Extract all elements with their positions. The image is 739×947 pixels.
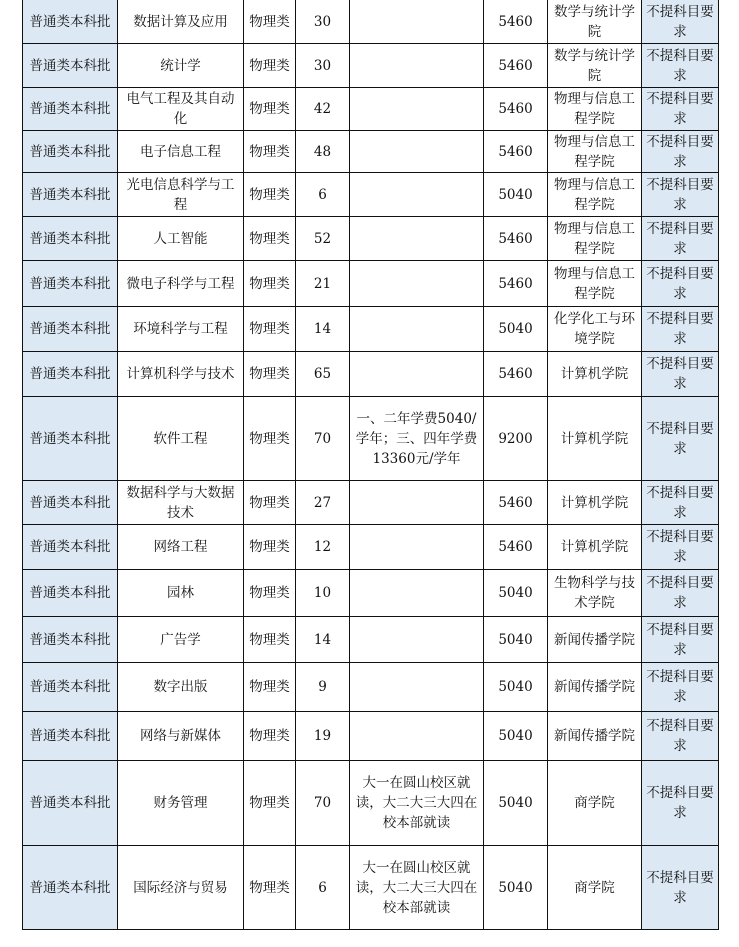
college-cell: 物理与信息工程学院 xyxy=(548,131,642,173)
table-row xyxy=(23,0,719,44)
college-cell: 物理与信息工程学院 xyxy=(548,217,642,261)
admissions-plan-table xyxy=(22,0,719,930)
college-cell: 数学与统计学院 xyxy=(548,44,642,88)
major-cell: 国际经济与贸易 xyxy=(118,846,244,930)
table-row xyxy=(23,44,719,88)
college-cell: 物理与信息工程学院 xyxy=(548,88,642,131)
tuition-fee-cell: 9200 xyxy=(484,397,548,481)
batch-cell: 普通类本科批 xyxy=(23,846,118,930)
subject-type-cell: 物理类 xyxy=(244,712,296,761)
table-row xyxy=(23,570,719,617)
table-row xyxy=(23,481,719,525)
major-cell: 电子信息工程 xyxy=(118,131,244,173)
batch-cell: 普通类本科批 xyxy=(23,0,118,44)
table-row xyxy=(23,173,719,217)
table-row xyxy=(23,663,719,712)
major-cell: 软件工程 xyxy=(118,397,244,481)
tuition-fee-cell: 5040 xyxy=(484,570,548,617)
remark-cell xyxy=(350,131,484,173)
subject-requirement-cell: 不提科目要求 xyxy=(642,0,719,44)
enrollment-count-cell: 42 xyxy=(296,88,350,131)
major-cell: 微电子科学与工程 xyxy=(118,261,244,307)
subject-requirement-cell: 不提科目要求 xyxy=(642,44,719,88)
major-cell: 计算机科学与技术 xyxy=(118,352,244,397)
remark-cell xyxy=(350,88,484,131)
college-cell: 化学化工与环境学院 xyxy=(548,307,642,352)
batch-cell: 普通类本科批 xyxy=(23,44,118,88)
table-row xyxy=(23,761,719,846)
tuition-fee-cell: 5040 xyxy=(484,761,548,846)
tuition-fee-cell: 5040 xyxy=(484,617,548,663)
batch-cell: 普通类本科批 xyxy=(23,261,118,307)
batch-cell: 普通类本科批 xyxy=(23,525,118,570)
enrollment-count-cell: 70 xyxy=(296,761,350,846)
table-row xyxy=(23,397,719,481)
subject-requirement-cell: 不提科目要求 xyxy=(642,846,719,930)
batch-cell: 普通类本科批 xyxy=(23,352,118,397)
major-cell: 统计学 xyxy=(118,44,244,88)
batch-cell: 普通类本科批 xyxy=(23,617,118,663)
tuition-fee-cell: 5460 xyxy=(484,481,548,525)
subject-requirement-cell: 不提科目要求 xyxy=(642,307,719,352)
subject-requirement-cell: 不提科目要求 xyxy=(642,481,719,525)
tuition-fee-cell: 5460 xyxy=(484,131,548,173)
tuition-fee-cell: 5460 xyxy=(484,525,548,570)
subject-requirement-cell: 不提科目要求 xyxy=(642,525,719,570)
batch-cell: 普通类本科批 xyxy=(23,663,118,712)
major-cell: 数字出版 xyxy=(118,663,244,712)
college-cell: 计算机学院 xyxy=(548,352,642,397)
tuition-fee-cell: 5460 xyxy=(484,261,548,307)
tuition-fee-cell: 5460 xyxy=(484,352,548,397)
subject-type-cell: 物理类 xyxy=(244,307,296,352)
tuition-fee-cell: 5040 xyxy=(484,663,548,712)
remark-cell xyxy=(350,44,484,88)
subject-type-cell: 物理类 xyxy=(244,44,296,88)
college-cell: 新闻传播学院 xyxy=(548,712,642,761)
subject-requirement-cell: 不提科目要求 xyxy=(642,663,719,712)
subject-type-cell: 物理类 xyxy=(244,352,296,397)
college-cell: 生物科学与技术学院 xyxy=(548,570,642,617)
subject-type-cell: 物理类 xyxy=(244,663,296,712)
enrollment-count-cell: 6 xyxy=(296,846,350,930)
college-cell: 计算机学院 xyxy=(548,481,642,525)
major-cell: 数据计算及应用 xyxy=(118,0,244,44)
major-cell: 财务管理 xyxy=(118,761,244,846)
major-cell: 广告学 xyxy=(118,617,244,663)
major-cell: 网络与新媒体 xyxy=(118,712,244,761)
table-row xyxy=(23,88,719,131)
table-row xyxy=(23,617,719,663)
remark-cell xyxy=(350,173,484,217)
subject-requirement-cell: 不提科目要求 xyxy=(642,173,719,217)
subject-requirement-cell: 不提科目要求 xyxy=(642,131,719,173)
remark-cell: 大一在圆山校区就读，大二大三大四在校本部就读 xyxy=(350,761,484,846)
enrollment-count-cell: 48 xyxy=(296,131,350,173)
subject-type-cell: 物理类 xyxy=(244,0,296,44)
subject-type-cell: 物理类 xyxy=(244,525,296,570)
college-cell: 数学与统计学院 xyxy=(548,0,642,44)
table-row xyxy=(23,217,719,261)
remark-cell xyxy=(350,307,484,352)
enrollment-count-cell: 30 xyxy=(296,0,350,44)
enrollment-count-cell: 10 xyxy=(296,570,350,617)
major-cell: 人工智能 xyxy=(118,217,244,261)
batch-cell: 普通类本科批 xyxy=(23,570,118,617)
subject-type-cell: 物理类 xyxy=(244,761,296,846)
tuition-fee-cell: 5460 xyxy=(484,217,548,261)
table-row xyxy=(23,712,719,761)
enrollment-count-cell: 12 xyxy=(296,525,350,570)
subject-requirement-cell: 不提科目要求 xyxy=(642,397,719,481)
subject-type-cell: 物理类 xyxy=(244,217,296,261)
remark-cell xyxy=(350,0,484,44)
subject-type-cell: 物理类 xyxy=(244,397,296,481)
tuition-fee-cell: 5460 xyxy=(484,88,548,131)
remark-cell: 大一在圆山校区就读，大二大三大四在校本部就读 xyxy=(350,846,484,930)
enrollment-count-cell: 19 xyxy=(296,712,350,761)
enrollment-count-cell: 30 xyxy=(296,44,350,88)
enrollment-count-cell: 21 xyxy=(296,261,350,307)
subject-type-cell: 物理类 xyxy=(244,261,296,307)
subject-requirement-cell: 不提科目要求 xyxy=(642,352,719,397)
college-cell: 商学院 xyxy=(548,761,642,846)
college-cell: 物理与信息工程学院 xyxy=(548,261,642,307)
enrollment-count-cell: 9 xyxy=(296,663,350,712)
batch-cell: 普通类本科批 xyxy=(23,712,118,761)
enrollment-count-cell: 27 xyxy=(296,481,350,525)
college-cell: 计算机学院 xyxy=(548,525,642,570)
enrollment-count-cell: 52 xyxy=(296,217,350,261)
batch-cell: 普通类本科批 xyxy=(23,173,118,217)
major-cell: 网络工程 xyxy=(118,525,244,570)
batch-cell: 普通类本科批 xyxy=(23,131,118,173)
tuition-fee-cell: 5460 xyxy=(484,0,548,44)
remark-cell xyxy=(350,352,484,397)
subject-type-cell: 物理类 xyxy=(244,617,296,663)
table-row xyxy=(23,131,719,173)
enrollment-count-cell: 70 xyxy=(296,397,350,481)
table-row xyxy=(23,261,719,307)
table-body xyxy=(23,0,719,930)
college-cell: 新闻传播学院 xyxy=(548,663,642,712)
batch-cell: 普通类本科批 xyxy=(23,397,118,481)
remark-cell xyxy=(350,261,484,307)
major-cell: 电气工程及其自动化 xyxy=(118,88,244,131)
remark-cell xyxy=(350,617,484,663)
major-cell: 园林 xyxy=(118,570,244,617)
enrollment-count-cell: 6 xyxy=(296,173,350,217)
remark-cell xyxy=(350,481,484,525)
subject-requirement-cell: 不提科目要求 xyxy=(642,761,719,846)
subject-requirement-cell: 不提科目要求 xyxy=(642,712,719,761)
major-cell: 数据科学与大数据技术 xyxy=(118,481,244,525)
subject-type-cell: 物理类 xyxy=(244,570,296,617)
subject-type-cell: 物理类 xyxy=(244,88,296,131)
college-cell: 计算机学院 xyxy=(548,397,642,481)
enrollment-count-cell: 14 xyxy=(296,617,350,663)
enrollment-count-cell: 65 xyxy=(296,352,350,397)
tuition-fee-cell: 5040 xyxy=(484,307,548,352)
remark-cell xyxy=(350,712,484,761)
table-row xyxy=(23,525,719,570)
enrollment-count-cell: 14 xyxy=(296,307,350,352)
college-cell: 物理与信息工程学院 xyxy=(548,173,642,217)
tuition-fee-cell: 5040 xyxy=(484,712,548,761)
batch-cell: 普通类本科批 xyxy=(23,307,118,352)
batch-cell: 普通类本科批 xyxy=(23,481,118,525)
subject-type-cell: 物理类 xyxy=(244,481,296,525)
remark-cell xyxy=(350,570,484,617)
remark-cell xyxy=(350,663,484,712)
subject-requirement-cell: 不提科目要求 xyxy=(642,617,719,663)
subject-type-cell: 物理类 xyxy=(244,173,296,217)
tuition-fee-cell: 5460 xyxy=(484,44,548,88)
college-cell: 商学院 xyxy=(548,846,642,930)
remark-cell: 一、二年学费5040/学年；三、四年学费13360元/学年 xyxy=(350,397,484,481)
table-row xyxy=(23,307,719,352)
college-cell: 新闻传播学院 xyxy=(548,617,642,663)
major-cell: 光电信息科学与工程 xyxy=(118,173,244,217)
subject-requirement-cell: 不提科目要求 xyxy=(642,217,719,261)
table-row xyxy=(23,846,719,930)
subject-type-cell: 物理类 xyxy=(244,131,296,173)
table-row xyxy=(23,352,719,397)
remark-cell xyxy=(350,525,484,570)
batch-cell: 普通类本科批 xyxy=(23,88,118,131)
tuition-fee-cell: 5040 xyxy=(484,173,548,217)
remark-cell xyxy=(350,217,484,261)
major-cell: 环境科学与工程 xyxy=(118,307,244,352)
tuition-fee-cell: 5040 xyxy=(484,846,548,930)
batch-cell: 普通类本科批 xyxy=(23,761,118,846)
subject-requirement-cell: 不提科目要求 xyxy=(642,261,719,307)
subject-requirement-cell: 不提科目要求 xyxy=(642,570,719,617)
subject-requirement-cell: 不提科目要求 xyxy=(642,88,719,131)
subject-type-cell: 物理类 xyxy=(244,846,296,930)
batch-cell: 普通类本科批 xyxy=(23,217,118,261)
